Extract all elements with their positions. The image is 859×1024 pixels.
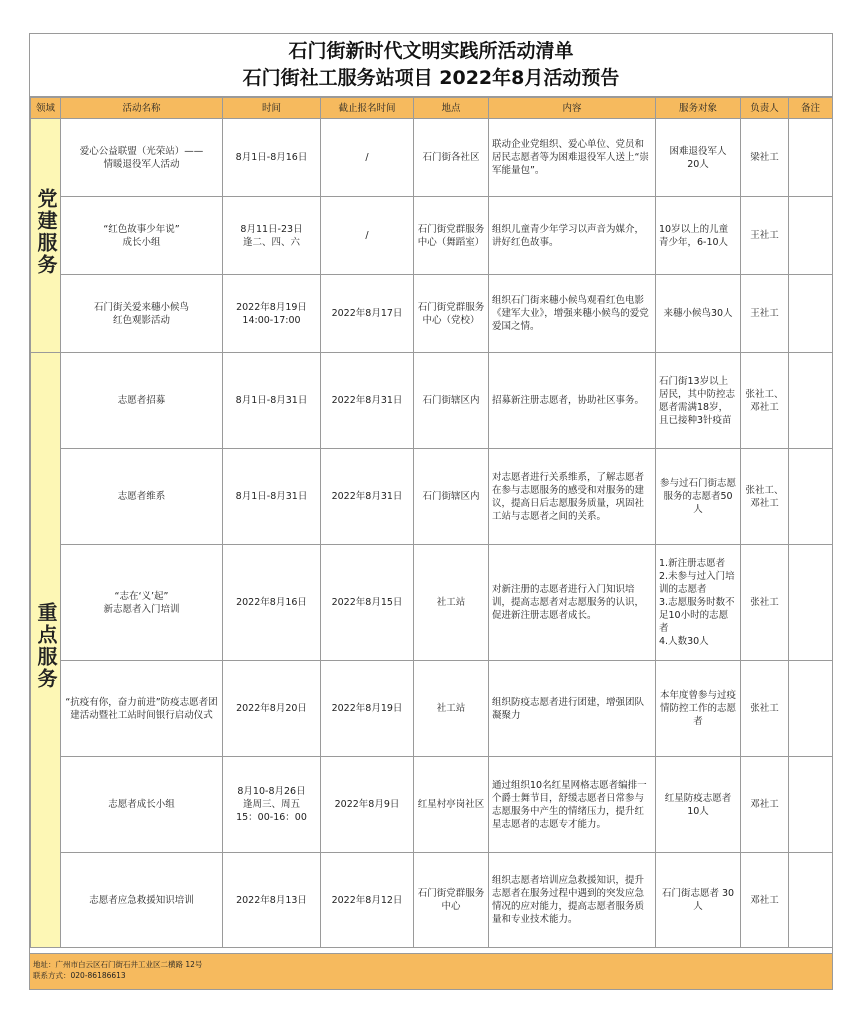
activity-content: 组织儿童青少年学习以声音为媒介，讲好红色故事。 <box>489 197 656 275</box>
activity-target: 本年度曾参与过疫情防控工作的志愿者 <box>656 661 741 757</box>
activity-time: 8月1日-8月31日 <box>223 353 321 449</box>
table-row <box>31 757 833 853</box>
header-content: 内容 <box>489 98 656 119</box>
sheet-footer <box>30 953 832 989</box>
activity-owner: 邓社工 <box>741 853 789 948</box>
activity-sheet <box>29 33 833 990</box>
activity-time: 2022年8月13日 <box>223 853 321 948</box>
activity-name: 爱心公益联盟（光荣站）—— 情暖退役军人活动 <box>61 119 223 197</box>
activity-target: 石门街13岁以上居民，其中防控志愿者需满18岁，且已接种3针疫苗 <box>656 353 741 449</box>
header-target: 服务对象 <box>656 98 741 119</box>
title-line-2: 石门街社工服务站项目 2022年8月活动预告 <box>242 67 620 89</box>
activity-time: 8月1日-8月31日 <box>223 449 321 545</box>
activity-owner: 梁社工 <box>741 119 789 197</box>
activity-note <box>789 119 833 197</box>
activity-name: “抗疫有你，奋力前进”防疫志愿者团建活动暨社工站时间银行启动仪式 <box>61 661 223 757</box>
activity-target: 10岁以上的儿童青少年，6-10人 <box>656 197 741 275</box>
activity-target: 石门街志愿者 30人 <box>656 853 741 948</box>
activity-deadline: 2022年8月15日 <box>321 545 414 661</box>
header-place: 地点 <box>414 98 489 119</box>
activity-time: 8月11日-23日 逢二、四、六 <box>223 197 321 275</box>
activity-note <box>789 197 833 275</box>
activity-name: “红色故事少年说” 成长小组 <box>61 197 223 275</box>
activity-place: 石门街各社区 <box>414 119 489 197</box>
activity-note <box>789 353 833 449</box>
activity-target: 1.新注册志愿者 2.未参与过入门培训的志愿者 3.志愿服务时数不足10小时的志愿者 4.人数30人 <box>656 545 741 661</box>
activity-note <box>789 275 833 353</box>
table-row <box>31 353 833 449</box>
activity-place: 石门街辖区内 <box>414 353 489 449</box>
activity-note <box>789 545 833 661</box>
table-row <box>31 275 833 353</box>
activity-owner: 张社工、邓社工 <box>741 449 789 545</box>
header-note: 备注 <box>789 98 833 119</box>
activity-content: 组织防疫志愿者进行团建，增强团队凝聚力 <box>489 661 656 757</box>
activity-time: 8月10-8月26日 逢周三、周五 15：00-16：00 <box>223 757 321 853</box>
activity-deadline: / <box>321 197 414 275</box>
activity-target: 困难退役军人 20人 <box>656 119 741 197</box>
activity-deadline: 2022年8月31日 <box>321 353 414 449</box>
activity-place: 社工站 <box>414 661 489 757</box>
activity-place: 石门街党群服务中心（舞蹈室） <box>414 197 489 275</box>
title-line-1: 石门街新时代文明实践所活动清单 <box>288 40 574 62</box>
activity-deadline: 2022年8月12日 <box>321 853 414 948</box>
activity-owner: 张社工 <box>741 545 789 661</box>
activity-owner: 邓社工 <box>741 757 789 853</box>
activity-content: 通过组织10名红星网格志愿者编排一个爵士舞节目，舒缓志愿者日常参与志愿服务中产生的情绪压力，提升红星志愿者的志愿专才能力。 <box>489 757 656 853</box>
activity-name: 志愿者招募 <box>61 353 223 449</box>
activity-deadline: / <box>321 119 414 197</box>
header-time: 时间 <box>223 98 321 119</box>
activity-note <box>789 757 833 853</box>
activity-name: 志愿者成长小组 <box>61 757 223 853</box>
header-domain: 领域 <box>31 98 61 119</box>
activity-content: 对新注册的志愿者进行入门知识培训，提高志愿者对志愿服务的认识，促进新注册志愿者成长。 <box>489 545 656 661</box>
activity-content: 组织志愿者培训应急救援知识，提升志愿者在服务过程中遇到的突发应急情况的应对能力，提高志愿者服务质量和专业技术能力。 <box>489 853 656 948</box>
table-row <box>31 449 833 545</box>
activity-time: 2022年8月19日 14:00-17:00 <box>223 275 321 353</box>
activity-name: 石门街关爱来穗小候鸟 红色观影活动 <box>61 275 223 353</box>
table-row <box>31 853 833 948</box>
table-row <box>31 545 833 661</box>
table-row <box>31 119 833 197</box>
activity-name: “志在‘义’起” 新志愿者入门培训 <box>61 545 223 661</box>
domain-key-service: 重点服务 <box>31 353 61 948</box>
activity-time: 2022年8月16日 <box>223 545 321 661</box>
activity-owner: 王社工 <box>741 197 789 275</box>
activity-deadline: 2022年8月17日 <box>321 275 414 353</box>
activity-target: 参与过石门街志愿服务的志愿者50人 <box>656 449 741 545</box>
sheet-title <box>30 34 832 97</box>
table-row <box>31 661 833 757</box>
activity-content: 联动企业党组织、爱心单位、党员和居民志愿者等为困难退役军人送上“崇军能量包”。 <box>489 119 656 197</box>
activity-target: 红星防疫志愿者 10人 <box>656 757 741 853</box>
activity-table <box>30 97 833 948</box>
activity-time: 2022年8月20日 <box>223 661 321 757</box>
activity-name: 志愿者应急救援知识培训 <box>61 853 223 948</box>
activity-content: 对志愿者进行关系维系，了解志愿者在参与志愿服务的感受和对服务的建议，提高日后志愿服务质量，巩固社工站与志愿者之间的关系。 <box>489 449 656 545</box>
table-header-row <box>31 98 833 119</box>
activity-deadline: 2022年8月9日 <box>321 757 414 853</box>
header-deadline: 截止报名时间 <box>321 98 414 119</box>
activity-place: 社工站 <box>414 545 489 661</box>
activity-target: 来穗小候鸟30人 <box>656 275 741 353</box>
activity-content: 组织石门街来穗小候鸟观看红色电影《建军大业》，增强来穗小候鸟的爱党爱国之情。 <box>489 275 656 353</box>
activity-deadline: 2022年8月31日 <box>321 449 414 545</box>
activity-owner: 张社工、邓社工 <box>741 353 789 449</box>
activity-place: 石门街辖区内 <box>414 449 489 545</box>
activity-deadline: 2022年8月19日 <box>321 661 414 757</box>
footer-contact: 联系方式：020-86186613 <box>33 971 126 980</box>
footer-address: 地址：广州市白云区石门街石井工业区二横路 12号 <box>33 960 203 969</box>
activity-name: 志愿者维系 <box>61 449 223 545</box>
activity-note <box>789 853 833 948</box>
activity-note <box>789 449 833 545</box>
activity-place: 红星村亭岗社区 <box>414 757 489 853</box>
header-owner: 负责人 <box>741 98 789 119</box>
activity-content: 招募新注册志愿者，协助社区事务。 <box>489 353 656 449</box>
activity-note <box>789 661 833 757</box>
activity-owner: 王社工 <box>741 275 789 353</box>
domain-party-building: 党建服务 <box>31 119 61 353</box>
activity-place: 石门街党群服务中心（党校） <box>414 275 489 353</box>
header-name: 活动名称 <box>61 98 223 119</box>
activity-place: 石门街党群服务中心 <box>414 853 489 948</box>
activity-owner: 张社工 <box>741 661 789 757</box>
activity-time: 8月1日-8月16日 <box>223 119 321 197</box>
table-row <box>31 197 833 275</box>
